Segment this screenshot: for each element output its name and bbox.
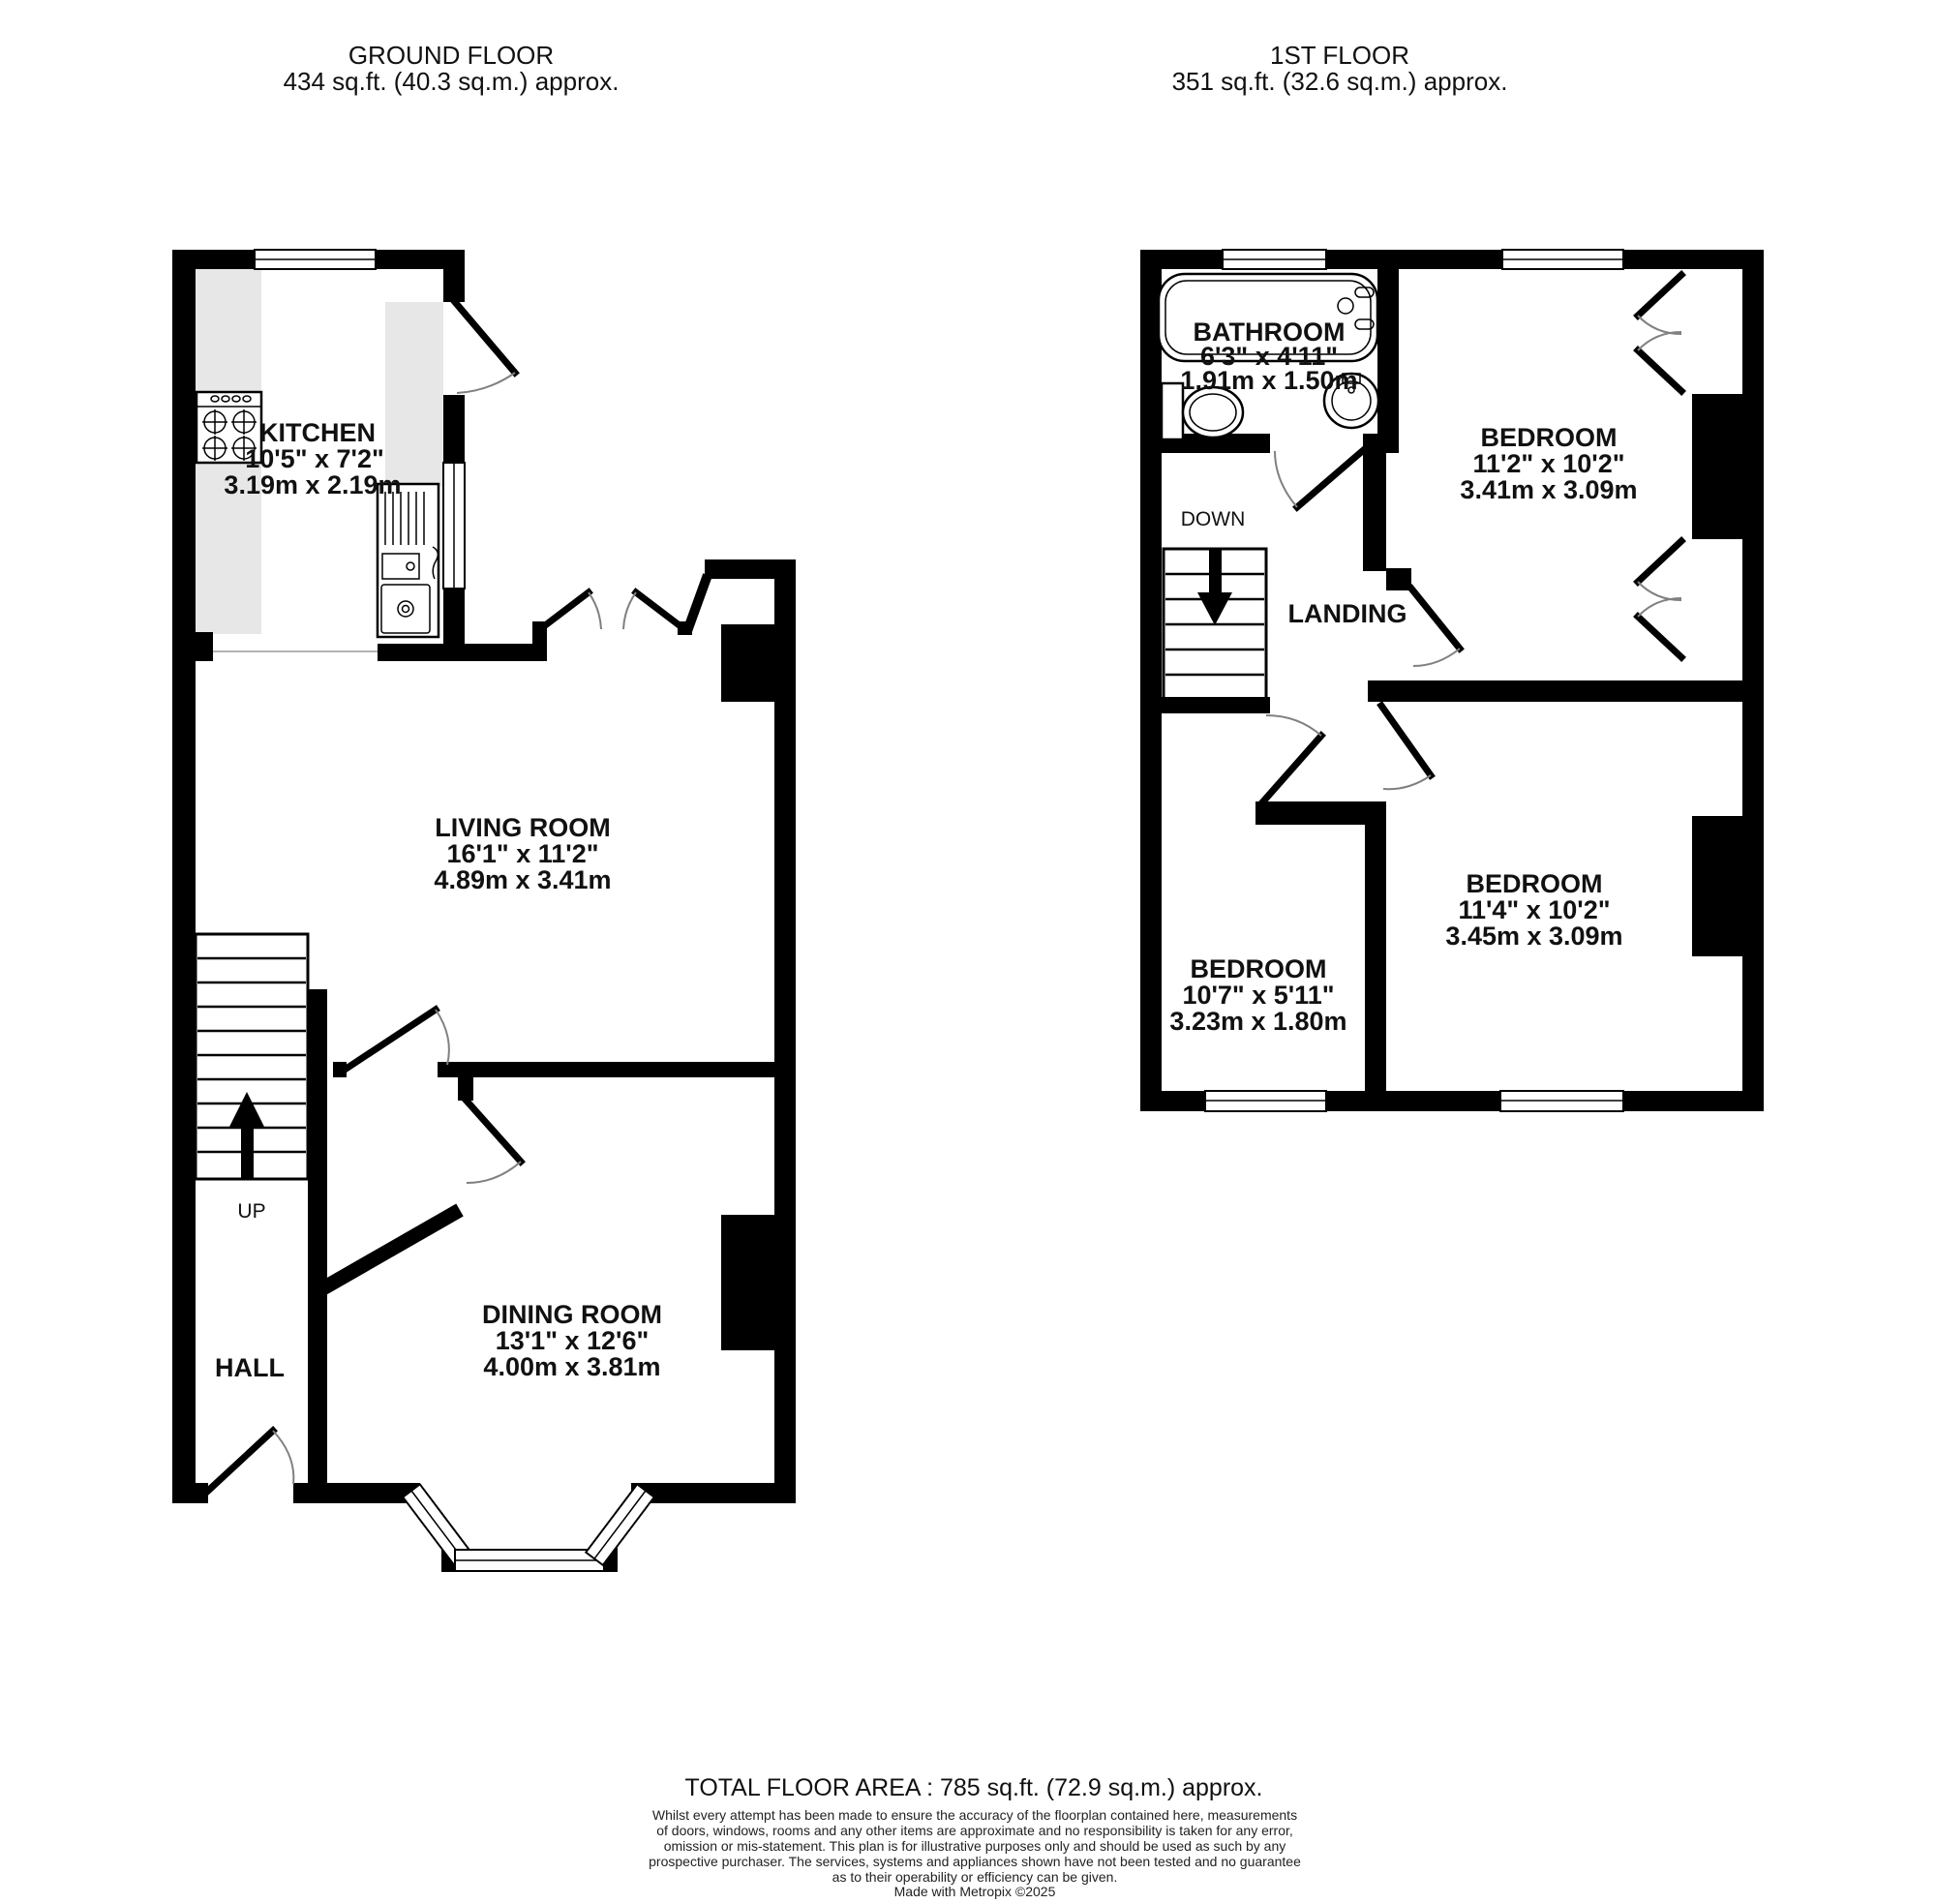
landing-label: LANDING	[1287, 599, 1407, 628]
bathroom-label: BATHROOM	[1193, 317, 1346, 347]
bathroom-window	[1223, 250, 1326, 269]
living-chimney-breast	[721, 624, 774, 702]
bathroom-door	[1275, 447, 1367, 507]
metropix-credit: Made with Metropix ©2025	[893, 1884, 1056, 1899]
bathroom-dims-metric: 1.91m x 1.50m	[1180, 366, 1358, 395]
kitchen-window	[255, 250, 376, 269]
bedroom-front-door	[1381, 706, 1431, 789]
dining-room-dims-metric: 4.00m x 3.81m	[483, 1352, 661, 1381]
ground-floor-title: GROUND FLOOR	[348, 41, 555, 70]
bedroom-front-label: BEDROOM	[1466, 869, 1603, 898]
bedroom-small-dims-imperial: 10'7" x 5'11"	[1182, 981, 1335, 1010]
living-room-dims-imperial: 16'1" x 11'2"	[446, 839, 599, 868]
living-room-label: LIVING ROOM	[435, 813, 611, 842]
ff-stairs	[1164, 549, 1266, 699]
bedroom-small-window	[1205, 1091, 1326, 1111]
kitchen-side-window	[443, 463, 465, 589]
bedroom-rear-door	[1411, 589, 1460, 666]
dining-room-dims-imperial: 13'1" x 12'6"	[495, 1326, 650, 1355]
dining-room-door	[465, 1099, 521, 1183]
sink-icon	[378, 484, 439, 637]
ground-floor-plan	[172, 41, 796, 1572]
hall-label: HALL	[215, 1353, 285, 1382]
bedroom-rear-label: BEDROOM	[1480, 423, 1618, 452]
kitchen-back-door	[455, 302, 515, 393]
living-room-door	[345, 1010, 449, 1070]
wardrobe-doors-lower	[1638, 541, 1681, 657]
first-floor-area: 351 sq.ft. (32.6 sq.m.) approx.	[1171, 67, 1508, 96]
bedroom-rear-dims-imperial: 11'2" x 10'2"	[1472, 449, 1625, 478]
bedroom-rear-dims-metric: 3.41m x 3.09m	[1460, 475, 1638, 504]
dining-chimney-breast	[721, 1215, 774, 1350]
first-floor-title: 1ST FLOOR	[1269, 41, 1410, 70]
disclaimer-line-1: Whilst every attempt has been made to ensure the accuracy of the floorplan contained here, measurements	[651, 1807, 1298, 1823]
bathroom-dims-imperial: 6'3" x 4'11"	[1199, 342, 1339, 371]
bedroom-front-chimney-breast	[1692, 816, 1742, 956]
first-floor-plan	[1140, 41, 1764, 1111]
kitchen-dims-imperial: 10'5" x 7'2"	[245, 444, 384, 473]
up-label: UP	[237, 1200, 266, 1223]
disclaimer-line-3: omission or mis-statement. This plan is for illustrative purposes only and should be used as such by any	[663, 1838, 1286, 1854]
footer	[649, 1774, 1301, 1899]
disclaimer-line-5: as to their operability or efficiency can be given.	[832, 1869, 1118, 1885]
dining-room-label: DINING ROOM	[482, 1300, 662, 1329]
bedroom-small-dims-metric: 3.23m x 1.80m	[1169, 1007, 1347, 1036]
dining-angled-wall	[321, 1210, 460, 1289]
bedroom-small-door	[1263, 715, 1321, 801]
bedroom-front-window	[1500, 1091, 1623, 1111]
disclaimer-line-2: of doors, windows, rooms and any other items are approximate and no responsibility is taken for any error,	[656, 1823, 1293, 1838]
kitchen-dims-metric: 3.19m x 2.19m	[224, 470, 402, 499]
down-label: DOWN	[1180, 508, 1246, 530]
bedroom-front-dims-metric: 3.45m x 3.09m	[1445, 922, 1623, 951]
disclaimer-line-4: prospective purchaser. The services, systems and appliances shown have not been tested and no guarantee	[649, 1854, 1301, 1869]
french-doors	[540, 592, 684, 629]
ground-floor-area: 434 sq.ft. (40.3 sq.m.) approx.	[283, 67, 620, 96]
bedroom-front-dims-imperial: 11'4" x 10'2"	[1458, 895, 1611, 924]
gf-stairs	[196, 934, 308, 1179]
bedroom-small-label: BEDROOM	[1190, 954, 1327, 983]
front-door	[208, 1431, 293, 1491]
bedroom-rear-chimney-breast	[1692, 394, 1742, 539]
kitchen-label: KITCHEN	[259, 418, 376, 447]
total-floor-area: TOTAL FLOOR AREA : 785 sq.ft. (72.9 sq.m.) approx.	[684, 1774, 1263, 1801]
wardrobe-doors-upper	[1638, 275, 1681, 391]
bedroom-rear-window	[1502, 250, 1623, 269]
living-room-dims-metric: 4.89m x 3.41m	[434, 865, 612, 894]
